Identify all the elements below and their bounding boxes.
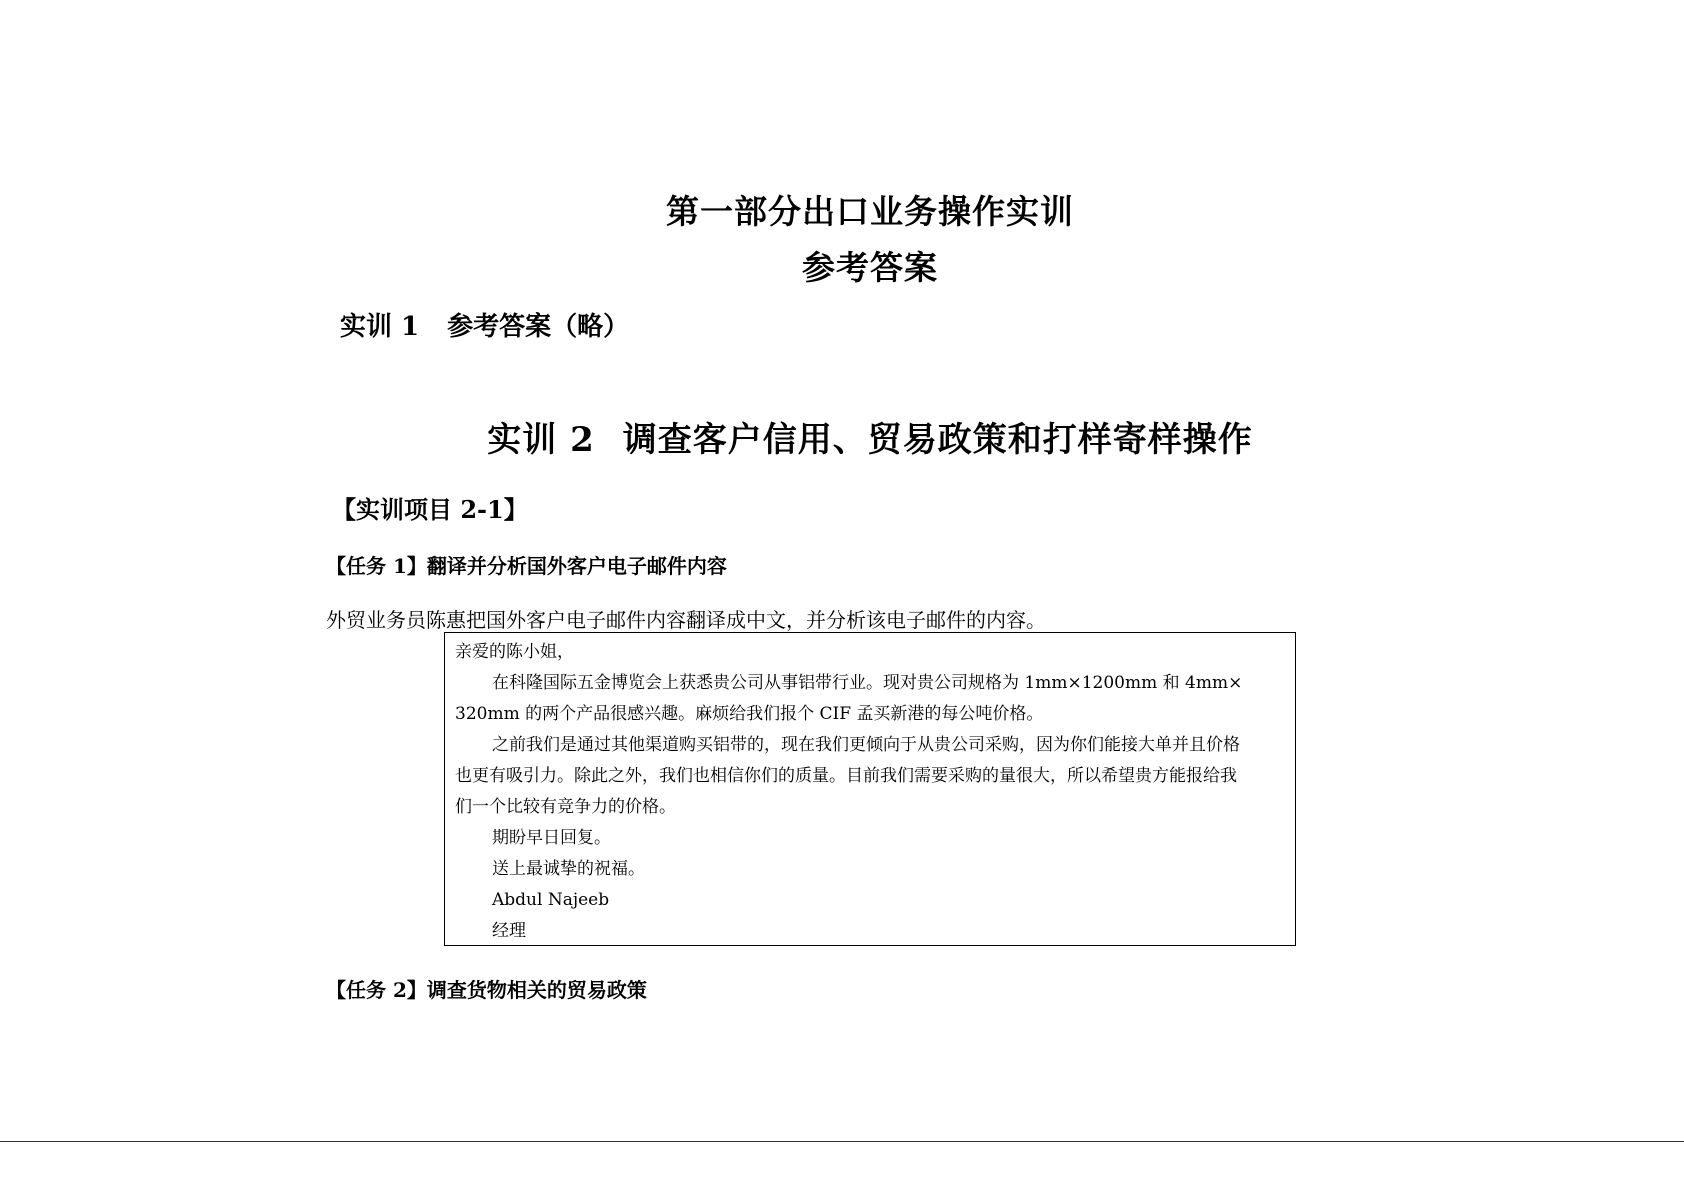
letter-paragraph-2-line-2: 也更有吸引力。除此之外，我们也相信你们的质量。目前我们需要采购的量很大，所以希望贵方能报给我 [455, 766, 1237, 786]
letter-paragraph-1-line-1: 在科隆国际五金博览会上获悉贵公司从事铝带行业。现对贵公司规格为 1mm×1200mm 和 4mm× [492, 673, 1243, 693]
project-2-1-heading: 【实训项目 2-1】 [332, 495, 528, 524]
letter-paragraph-1-line-2: 320mm 的两个产品很感兴趣。麻烦给我们报个 CIF 孟买新港的每公吨价格。 [455, 704, 1044, 724]
letter-closing: 送上最诚挚的祝福。 [492, 859, 645, 879]
training-1-text: 参考答案（略） [447, 312, 630, 342]
task-1-heading: 【任务 1】翻译并分析国外客户电子邮件内容 [326, 554, 727, 578]
training-1-heading [340, 306, 629, 343]
reference-answer-title: 参考答案 [802, 248, 938, 287]
training-2-label: 实训 2 [487, 420, 595, 460]
training-2-heading [0, 412, 1684, 461]
task-2-heading: 【任务 2】调查货物相关的贸易政策 [326, 978, 647, 1002]
translated-letter-box [444, 632, 1296, 946]
letter-signature-title: 经理 [492, 921, 526, 941]
task-1-intro: 外贸业务员陈惠把国外客户电子邮件内容翻译成中文，并分析该电子邮件的内容。 [326, 608, 1046, 632]
letter-greeting: 亲爱的陈小姐， [455, 642, 574, 662]
footer-divider [0, 1141, 1684, 1142]
letter-signature-name: Abdul Najeeb [492, 890, 610, 910]
training-2-text: 调查客户信用、贸易政策和打样寄样操作 [622, 420, 1253, 460]
training-1-label: 实训 1 [340, 312, 420, 342]
letter-paragraph-2-line-3: 们一个比较有竞争力的价格。 [455, 797, 676, 817]
letter-paragraph-3: 期盼早日回复。 [492, 828, 611, 848]
letter-paragraph-2-line-1: 之前我们是通过其他渠道购买铝带的，现在我们更倾向于从贵公司采购，因为你们能接大单并且价格 [492, 735, 1240, 755]
part-title: 第一部分出口业务操作实训 [666, 192, 1074, 231]
